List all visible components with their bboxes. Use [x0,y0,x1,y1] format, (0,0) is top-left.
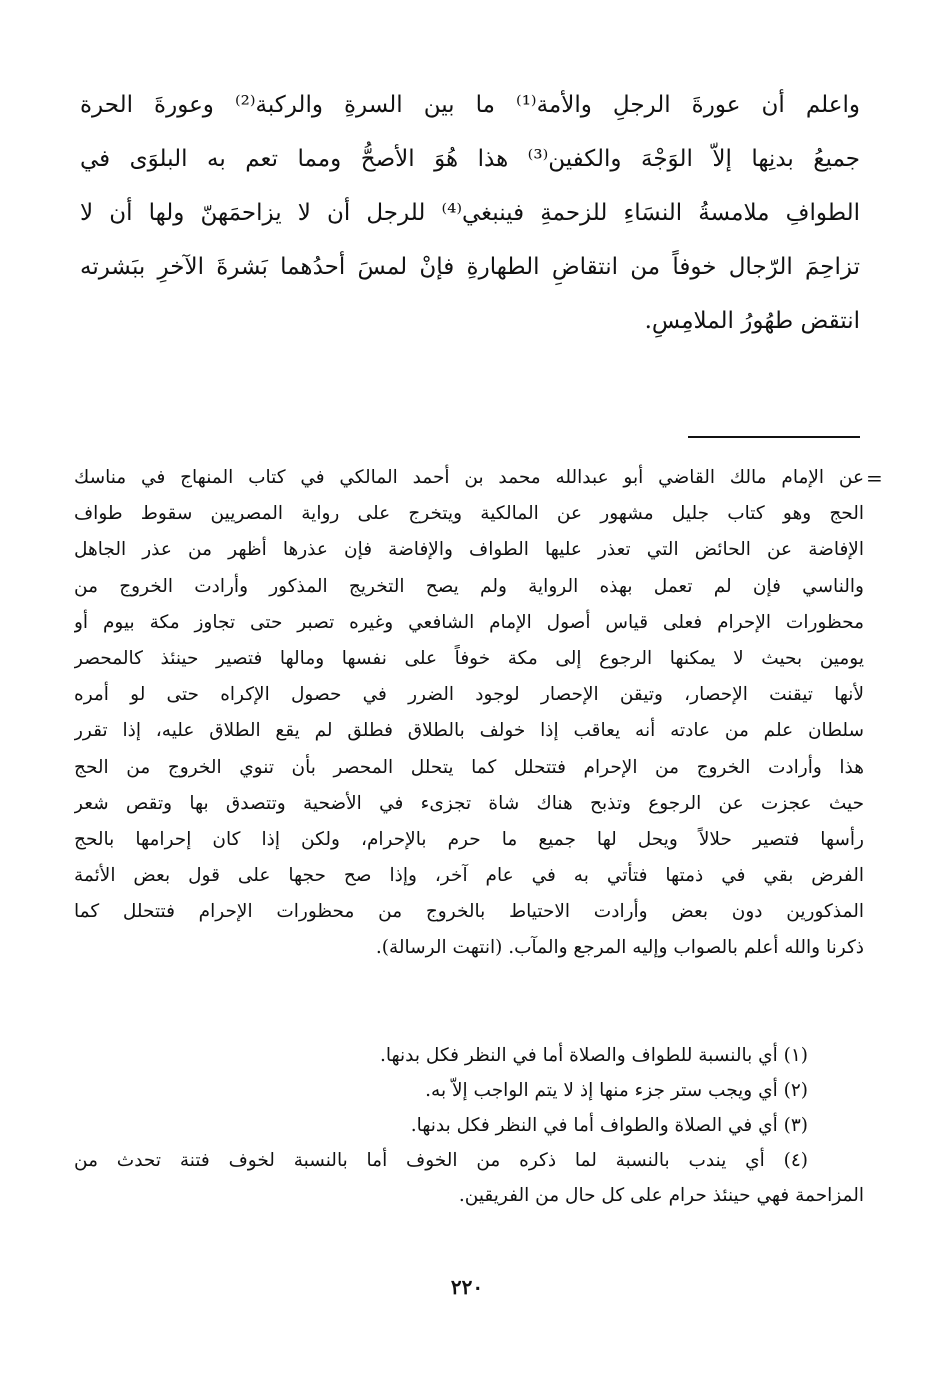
footnote-continuation-marker: = [866,466,883,490]
footnote-continuation-block [74,460,864,967]
main-text-line: جميعُ بدنِها إلاّ الوَجْهَ والكفين⁽³⁾ هذا هُوَ الأصحُّ ومما تعم به البلوَى في [80,146,860,172]
main-text-line: واعلم أن عورةَ الرجلِ والأمة⁽¹⁾ ما بين السرةِ والركبة⁽²⁾ وعورةَ الحرة [80,92,860,118]
footnote-line: الحج وهو كتاب جليل مشهور عن المالكية ويتخرج على رواية المصريين سقوط طواف [74,503,864,525]
footnote-line: الفرض بقي في ذمتها فتأتي به في عام آخر، وإذا صح حجها على قول بعض الأئمة [74,865,864,887]
footnote-line: عن الإمام مالك القاضي أبو عبدالله محمد بن أحمد المالكي في كتاب المنهاج في مناسك [74,467,864,488]
footnote-separator-rule [688,436,860,438]
main-text-line: تزاحِمَ الرّجال خوفاً من انتقاضِ الطهارةِ فإنْ لمسَ أحدُهما بَشرةَ الآخرِ ببَشرته [80,254,860,280]
footnote-3: (٣) أي في الصلاة والطواف أما في النظر فكل بدنها. [410,1115,808,1136]
main-text-line: انتقض طهُورُ الملامِسِ. [644,308,860,334]
footnote-line: حيث عجزت عن الرجوع وتذبح هناك شاة تجزىء في الأضحية وتتصدق بها وتقص شعر [74,792,864,814]
page-number: ٢٢٠ [450,1275,484,1299]
footnote-4-continuation: المزاحمة فهي حينئذ حرام على كل حال من الفريقين. [458,1185,864,1206]
footnote-line: محظورات الإحرام فعلى قياس أصول الإمام الشافعي وغيره تصبر حتى تجاوز مكة بيوم أو [74,611,864,633]
footnote-line: سلطان علم من عادته أنه يعاقب إذا خولف بالطلاق فطلق لم يقع الطلاق عليه، إذا تقرر [74,720,864,742]
footnote-4: (٤) أي يندب بالنسبة لما ذكره من الخوف أما بالنسبة لخوف فتنة تحدث من [74,1150,808,1171]
footnote-line: والناسي فإن لم تعمل بهذه الرواية ولم يصح التخريج المذكور وأرادت الخروج من [74,575,864,597]
footnote-line: لأنها تيقنت الإحصار، وتيقن الإحصار لوجود الضرر في حصول الإكراه حتى لو أمره [74,684,864,706]
footnote-line: المذكورين دون بعض وأرادت الاحتياط بالخروج من محظورات الإحرام فتتحلل كما [74,901,864,923]
footnote-line: رأسها فتصير حلالاً ويحل لها جميع ما حرم بالإحرام، ولكن إذا كان إحرامها بالحج [74,828,864,850]
footnote-line: الإفاضة عن الحائض التي تعذر عليها الطواف والإفاضة فإن عذرها أظهر من عذر الجاهل [74,539,864,561]
main-text-block [80,78,860,348]
main-text-line: الطوافِ ملامسةُ النسَاءِ للزحمةِ فينبغي⁽⁴⁾ للرجل أن لا يزاحمَهنّ ولها أن لا [80,200,860,226]
numbered-footnotes [74,1038,864,1213]
footnote-1: (١) أي بالنسبة للطواف والصلاة أما في النظر فكل بدنها. [379,1045,808,1066]
footnote-line: يومين بحيث لا يمكنها الرجوع إلى مكة خوفاً على نفسها ومالها فتصير حينئذ كالمحصر [74,647,864,669]
footnote-line: ذكرنا والله أعلم بالصواب وإليه المرجع والمآب. (انتهت الرسالة). [375,937,864,959]
footnote-line: هذا وأرادت الخروج من الإحرام فتتحلل كما يتحلل المحصر بأن تنوي الخروج من الحج [74,756,864,778]
footnote-2: (٢) أي ويجب ستر جزء منها إذ لا يتم الواجب إلاّ به. [425,1080,808,1101]
